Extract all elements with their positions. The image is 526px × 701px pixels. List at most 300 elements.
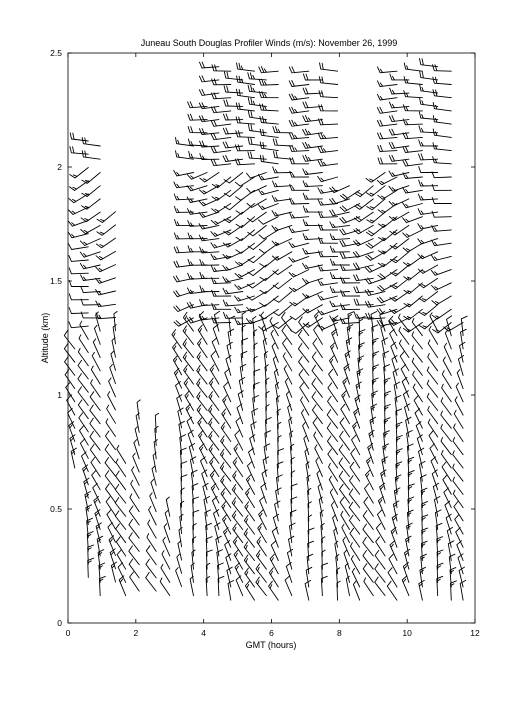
wind-barb: [272, 211, 292, 216]
wind-barb: [458, 356, 463, 376]
wind-barb: [260, 142, 278, 151]
wind-barb: [92, 470, 101, 489]
x-tick-label: 2: [133, 628, 139, 638]
wind-barb: [224, 186, 243, 197]
wind-barb: [238, 391, 243, 411]
wind-barb: [259, 230, 278, 239]
wind-barb: [199, 76, 219, 82]
wind-barb: [419, 167, 438, 173]
wind-barb: [306, 462, 309, 481]
wind-barb: [155, 426, 158, 445]
y-tick-label: 1: [57, 390, 62, 400]
wind-barb: [419, 126, 438, 133]
wind-barb: [430, 313, 438, 332]
wind-barb: [116, 537, 125, 556]
wind-barb: [318, 295, 338, 300]
wind-barb: [420, 98, 438, 106]
wind-barb: [319, 237, 338, 243]
wind-barb: [405, 549, 410, 569]
wind-barb: [224, 100, 243, 107]
wind-barb: [433, 102, 451, 111]
wind-barb: [240, 364, 246, 384]
wind-barb: [303, 206, 322, 212]
x-tick-label: 10: [402, 628, 412, 638]
wind-barb: [404, 270, 423, 281]
wind-barb: [371, 404, 377, 424]
wind-barb: [330, 222, 350, 228]
wind-barb: [258, 190, 278, 195]
wind-barb: [377, 81, 397, 87]
wind-barb: [433, 77, 452, 84]
wind-barb: [319, 105, 338, 111]
wind-barb: [282, 326, 292, 345]
wind-barb: [390, 225, 409, 235]
wind-barb: [432, 283, 452, 290]
wind-barb: [235, 270, 255, 278]
wind-barb: [191, 563, 194, 582]
wind-barb: [377, 94, 397, 100]
wind-barb: [318, 133, 337, 139]
wind-barb: [276, 488, 282, 508]
wind-barb: [228, 581, 234, 601]
wind-barb: [82, 138, 100, 147]
wind-barb: [330, 186, 350, 193]
wind-barb: [404, 256, 423, 266]
wind-barb: [367, 186, 386, 197]
wind-barb: [188, 139, 207, 146]
wind-barb: [248, 124, 266, 133]
wind-barb: [404, 296, 422, 307]
wind-barb: [82, 199, 101, 209]
y-axis-label: Altitude (km): [40, 312, 50, 364]
wind-barb: [224, 173, 243, 184]
wind-barb: [421, 554, 427, 574]
wind-barb: [96, 290, 116, 295]
wind-barb: [330, 316, 350, 322]
wind-barb: [318, 147, 338, 153]
wind-barb: [224, 199, 243, 210]
wind-barb: [287, 549, 292, 569]
wind-barb: [247, 199, 266, 208]
wind-barb: [433, 157, 452, 164]
wind-barb: [289, 212, 308, 218]
wind-barb: [404, 91, 423, 98]
wind-barb: [273, 139, 292, 146]
wind-barb: [407, 523, 413, 543]
wind-barb: [200, 286, 219, 292]
wind-barb: [69, 294, 88, 300]
wind-barb: [188, 430, 193, 450]
wind-barb: [235, 177, 254, 186]
y-tick-label: 2: [57, 162, 62, 172]
wind-barb: [355, 199, 374, 210]
wind-barb: [433, 129, 451, 137]
wind-barb: [166, 497, 170, 516]
wind-barb: [412, 332, 422, 349]
wind-barb: [273, 292, 291, 303]
wind-barb: [273, 181, 292, 187]
wind-barb: [96, 301, 116, 307]
wind-barb: [236, 190, 255, 200]
wind-barb: [188, 127, 207, 133]
wind-barb: [289, 283, 308, 292]
wind-barb: [200, 300, 219, 306]
wind-barb: [273, 305, 291, 316]
wind-barb: [404, 309, 423, 319]
x-tick-label: 8: [336, 628, 342, 638]
wind-barb: [273, 167, 292, 173]
wind-barb: [130, 572, 140, 591]
wind-barb: [319, 91, 338, 98]
wind-barb: [274, 151, 292, 159]
wind-barb: [369, 430, 374, 450]
wind-barb: [248, 85, 266, 93]
wind-barb: [420, 85, 438, 94]
wind-barb: [197, 405, 207, 424]
wind-barb: [212, 65, 231, 72]
wind-barb: [318, 119, 337, 125]
wind-barb: [260, 256, 279, 267]
wind-barb: [188, 246, 207, 252]
wind-barb: [237, 63, 255, 71]
wind-barb: [460, 580, 466, 600]
wind-barb: [289, 67, 309, 73]
wind-barb: [417, 435, 422, 455]
wind-barb: [419, 112, 437, 120]
wind-barb: [70, 168, 89, 179]
wind-barb: [97, 212, 116, 223]
wind-barb: [418, 194, 437, 200]
wind-barb: [66, 383, 75, 402]
wind-barb: [290, 184, 309, 190]
wind-barb: [303, 193, 322, 199]
wind-barb: [114, 312, 117, 331]
wind-barb: [236, 204, 255, 215]
wind-barb: [290, 523, 296, 543]
wind-barb: [117, 445, 126, 463]
wind-barb: [392, 356, 397, 376]
wind-barb: [236, 217, 254, 228]
wind-barb: [348, 312, 354, 332]
wind-barb: [258, 204, 278, 210]
wind-barb: [307, 554, 313, 574]
wind-barb: [378, 270, 397, 279]
wind-barb: [273, 265, 292, 275]
wind-barb: [389, 116, 409, 122]
wind-barb: [354, 225, 374, 234]
wind-barb: [252, 409, 258, 429]
wind-barb: [366, 173, 385, 183]
wind-barb: [174, 170, 194, 176]
wind-barb: [199, 116, 219, 122]
wind-barb: [395, 475, 401, 495]
wind-barb: [289, 270, 309, 277]
wind-barb: [390, 252, 409, 263]
wind-barb: [199, 129, 219, 135]
wind-barb: [260, 129, 278, 137]
wind-barb: [419, 180, 438, 186]
wind-barb: [199, 89, 219, 95]
wind-barb: [419, 318, 437, 329]
wind-barb: [384, 431, 390, 451]
wind-barb: [367, 212, 385, 223]
wind-barb: [347, 325, 353, 345]
wind-barb: [235, 159, 254, 165]
wind-barb: [79, 413, 89, 432]
wind-barb: [358, 356, 364, 376]
wind-barb: [211, 120, 231, 126]
wind-barb: [403, 133, 422, 139]
wind-barb: [442, 462, 451, 481]
wind-barb: [260, 283, 279, 294]
wind-barb: [211, 230, 231, 237]
wind-barb: [289, 81, 309, 87]
wind-barb: [235, 283, 255, 290]
wind-barb: [188, 114, 207, 120]
wind-barb: [404, 77, 422, 85]
wind-barb: [453, 451, 463, 468]
wind-barb: [211, 217, 231, 225]
wind-barb: [289, 242, 309, 247]
wind-barb: [403, 147, 423, 153]
wind-barb: [181, 501, 184, 520]
wind-barb: [272, 252, 291, 260]
wind-barb: [259, 217, 279, 225]
wind-barb: [96, 312, 101, 331]
wind-barb: [354, 275, 374, 281]
wind-barb: [233, 524, 243, 543]
wind-barb: [276, 383, 279, 402]
wind-barb: [367, 199, 385, 210]
wind-barb: [289, 94, 309, 100]
wind-barb: [80, 263, 100, 268]
wind-barb: [390, 239, 409, 249]
wind-barb: [377, 296, 397, 303]
wind-barb: [431, 270, 451, 276]
wind-barb: [403, 160, 423, 166]
wind-barb: [312, 405, 322, 424]
x-axis-label: GMT (hours): [245, 640, 297, 650]
wind-barb: [69, 322, 88, 328]
wind-barb: [223, 142, 243, 148]
wind-barb: [242, 312, 245, 331]
wind-barb: [272, 225, 292, 230]
wind-barb: [330, 234, 349, 240]
wind-barb: [372, 391, 378, 411]
wind-barb: [259, 92, 278, 98]
chart-title: Juneau South Douglas Profiler Winds (m/s): November 26, 1999: [140, 38, 398, 48]
wind-barb: [378, 283, 398, 291]
wind-barb: [245, 581, 254, 600]
wind-barb: [184, 378, 193, 397]
wind-barb: [223, 156, 243, 162]
wind-barb: [383, 444, 389, 464]
x-tick-label: 4: [201, 628, 207, 638]
wind-barb: [433, 116, 451, 125]
wind-barb: [420, 71, 438, 80]
wind-barb: [289, 133, 309, 139]
wind-barb: [404, 105, 423, 111]
wind-barb: [357, 369, 363, 389]
wind-barb: [420, 567, 426, 587]
wind-barb: [378, 204, 397, 214]
wind-barb: [260, 104, 279, 111]
wind-barb: [259, 79, 278, 85]
wind-barb: [174, 182, 194, 188]
wind-barb-layer: [64, 59, 467, 601]
wind-barb: [211, 93, 230, 99]
y-tick-label: 0: [57, 618, 62, 628]
wind-barb: [379, 230, 397, 241]
wind-barb: [341, 277, 360, 283]
wind-barb: [81, 275, 101, 281]
wind-barb: [227, 342, 232, 362]
wind-barb: [354, 287, 373, 293]
wind-barb: [377, 177, 397, 185]
wind-barb: [200, 259, 219, 265]
wind-barb: [188, 209, 208, 215]
wind-barb: [235, 256, 254, 265]
wind-barb: [331, 259, 350, 265]
wind-barb: [199, 312, 207, 332]
wind-barb: [390, 265, 409, 276]
wind-barb: [303, 220, 322, 226]
wind-barb: [212, 204, 231, 213]
y-tick-label: 0.5: [50, 504, 62, 514]
wind-barb: [330, 246, 349, 252]
wind-barb: [418, 209, 438, 215]
wind-barb: [306, 567, 312, 587]
wind-barb: [290, 510, 296, 529]
wind-barb: [224, 114, 243, 120]
wind-barb: [303, 129, 323, 135]
wind-barb: [432, 198, 451, 204]
wind-barb: [444, 323, 463, 332]
wind-barb: [223, 265, 243, 271]
wind-barb: [431, 255, 451, 260]
wind-barb: [82, 173, 100, 184]
x-tick-label: 0: [65, 628, 71, 638]
wind-barb: [200, 62, 219, 68]
wind-barb: [403, 203, 423, 208]
wind-barb: [247, 186, 267, 193]
wind-barb: [248, 225, 267, 236]
wind-barb: [248, 73, 267, 80]
wind-barb: [390, 278, 409, 289]
wind-barb: [259, 174, 279, 180]
wind-barb: [303, 181, 322, 187]
wind-barb: [394, 488, 400, 508]
wind-barb: [241, 351, 247, 370]
wind-barb: [273, 127, 292, 133]
wind-barb: [116, 524, 126, 543]
wind-barb: [212, 79, 231, 85]
wind-barb: [353, 252, 373, 258]
wind-barb: [390, 74, 409, 80]
wind-barb: [200, 141, 219, 147]
wind-barb: [260, 296, 279, 306]
wind-barb: [155, 413, 158, 432]
wind-barb: [188, 233, 207, 239]
wind-barb: [248, 239, 266, 250]
y-tick-label: 1.5: [50, 276, 62, 286]
wind-barb: [81, 212, 100, 222]
wind-barb: [97, 225, 116, 235]
wind-barb: [446, 514, 451, 534]
wind-barb: [259, 67, 279, 73]
wind-barb: [403, 217, 423, 223]
wind-barb: [119, 576, 126, 596]
wind-barb: [345, 351, 350, 371]
wind-barb: [236, 131, 255, 138]
wind-barb: [228, 329, 234, 349]
wind-barb: [260, 116, 278, 124]
wind-barb: [404, 63, 422, 71]
wind-barb: [245, 568, 255, 587]
wind-barb: [432, 240, 452, 246]
wind-barb: [200, 272, 219, 278]
wind-barb: [264, 444, 270, 464]
wind-barb: [433, 90, 451, 98]
wind-barb: [341, 304, 360, 310]
wind-barb: [330, 301, 350, 307]
wind-barb: [340, 484, 350, 503]
wind-barb: [433, 143, 451, 151]
wind-barb: [320, 63, 338, 71]
wind-barb: [299, 370, 309, 389]
wind-barb: [290, 309, 309, 320]
wind-barb: [319, 77, 337, 85]
wind-barb: [70, 435, 75, 455]
wind-barb: [289, 227, 309, 233]
wind-barb: [403, 230, 423, 238]
wind-barb: [419, 140, 438, 146]
x-tick-label: 12: [470, 628, 480, 638]
wind-barb: [432, 296, 451, 305]
wind-barb: [106, 497, 115, 516]
wind-barb: [289, 120, 309, 126]
y-tick-label: 2.5: [50, 48, 62, 58]
wind-barb: [199, 103, 219, 109]
wind-barb: [335, 541, 338, 560]
wind-barb: [461, 316, 467, 336]
wind-barb: [248, 252, 266, 263]
wind-barb: [236, 145, 255, 151]
wind-barb: [69, 281, 88, 287]
wind-barb: [318, 309, 338, 315]
wind-barb: [236, 576, 243, 596]
wind-barb: [303, 155, 323, 161]
wind-barb: [113, 325, 116, 344]
wind-barb: [96, 238, 115, 248]
wind-barb: [272, 196, 292, 202]
wind-barb: [187, 197, 207, 203]
wind-barb: [289, 256, 309, 262]
wind-barb: [247, 212, 266, 222]
wind-barb: [223, 128, 242, 134]
wind-barb: [318, 265, 337, 271]
wind-barb: [330, 273, 349, 279]
wind-barb: [247, 173, 267, 179]
wind-barb: [390, 292, 409, 302]
wind-barb: [262, 470, 267, 490]
wind-barb: [318, 176, 338, 181]
wind-barb: [260, 155, 278, 164]
wind-barb: [354, 299, 373, 305]
wind-barb: [340, 318, 359, 324]
wind-barb: [253, 396, 259, 416]
wind-barb: [248, 98, 266, 106]
